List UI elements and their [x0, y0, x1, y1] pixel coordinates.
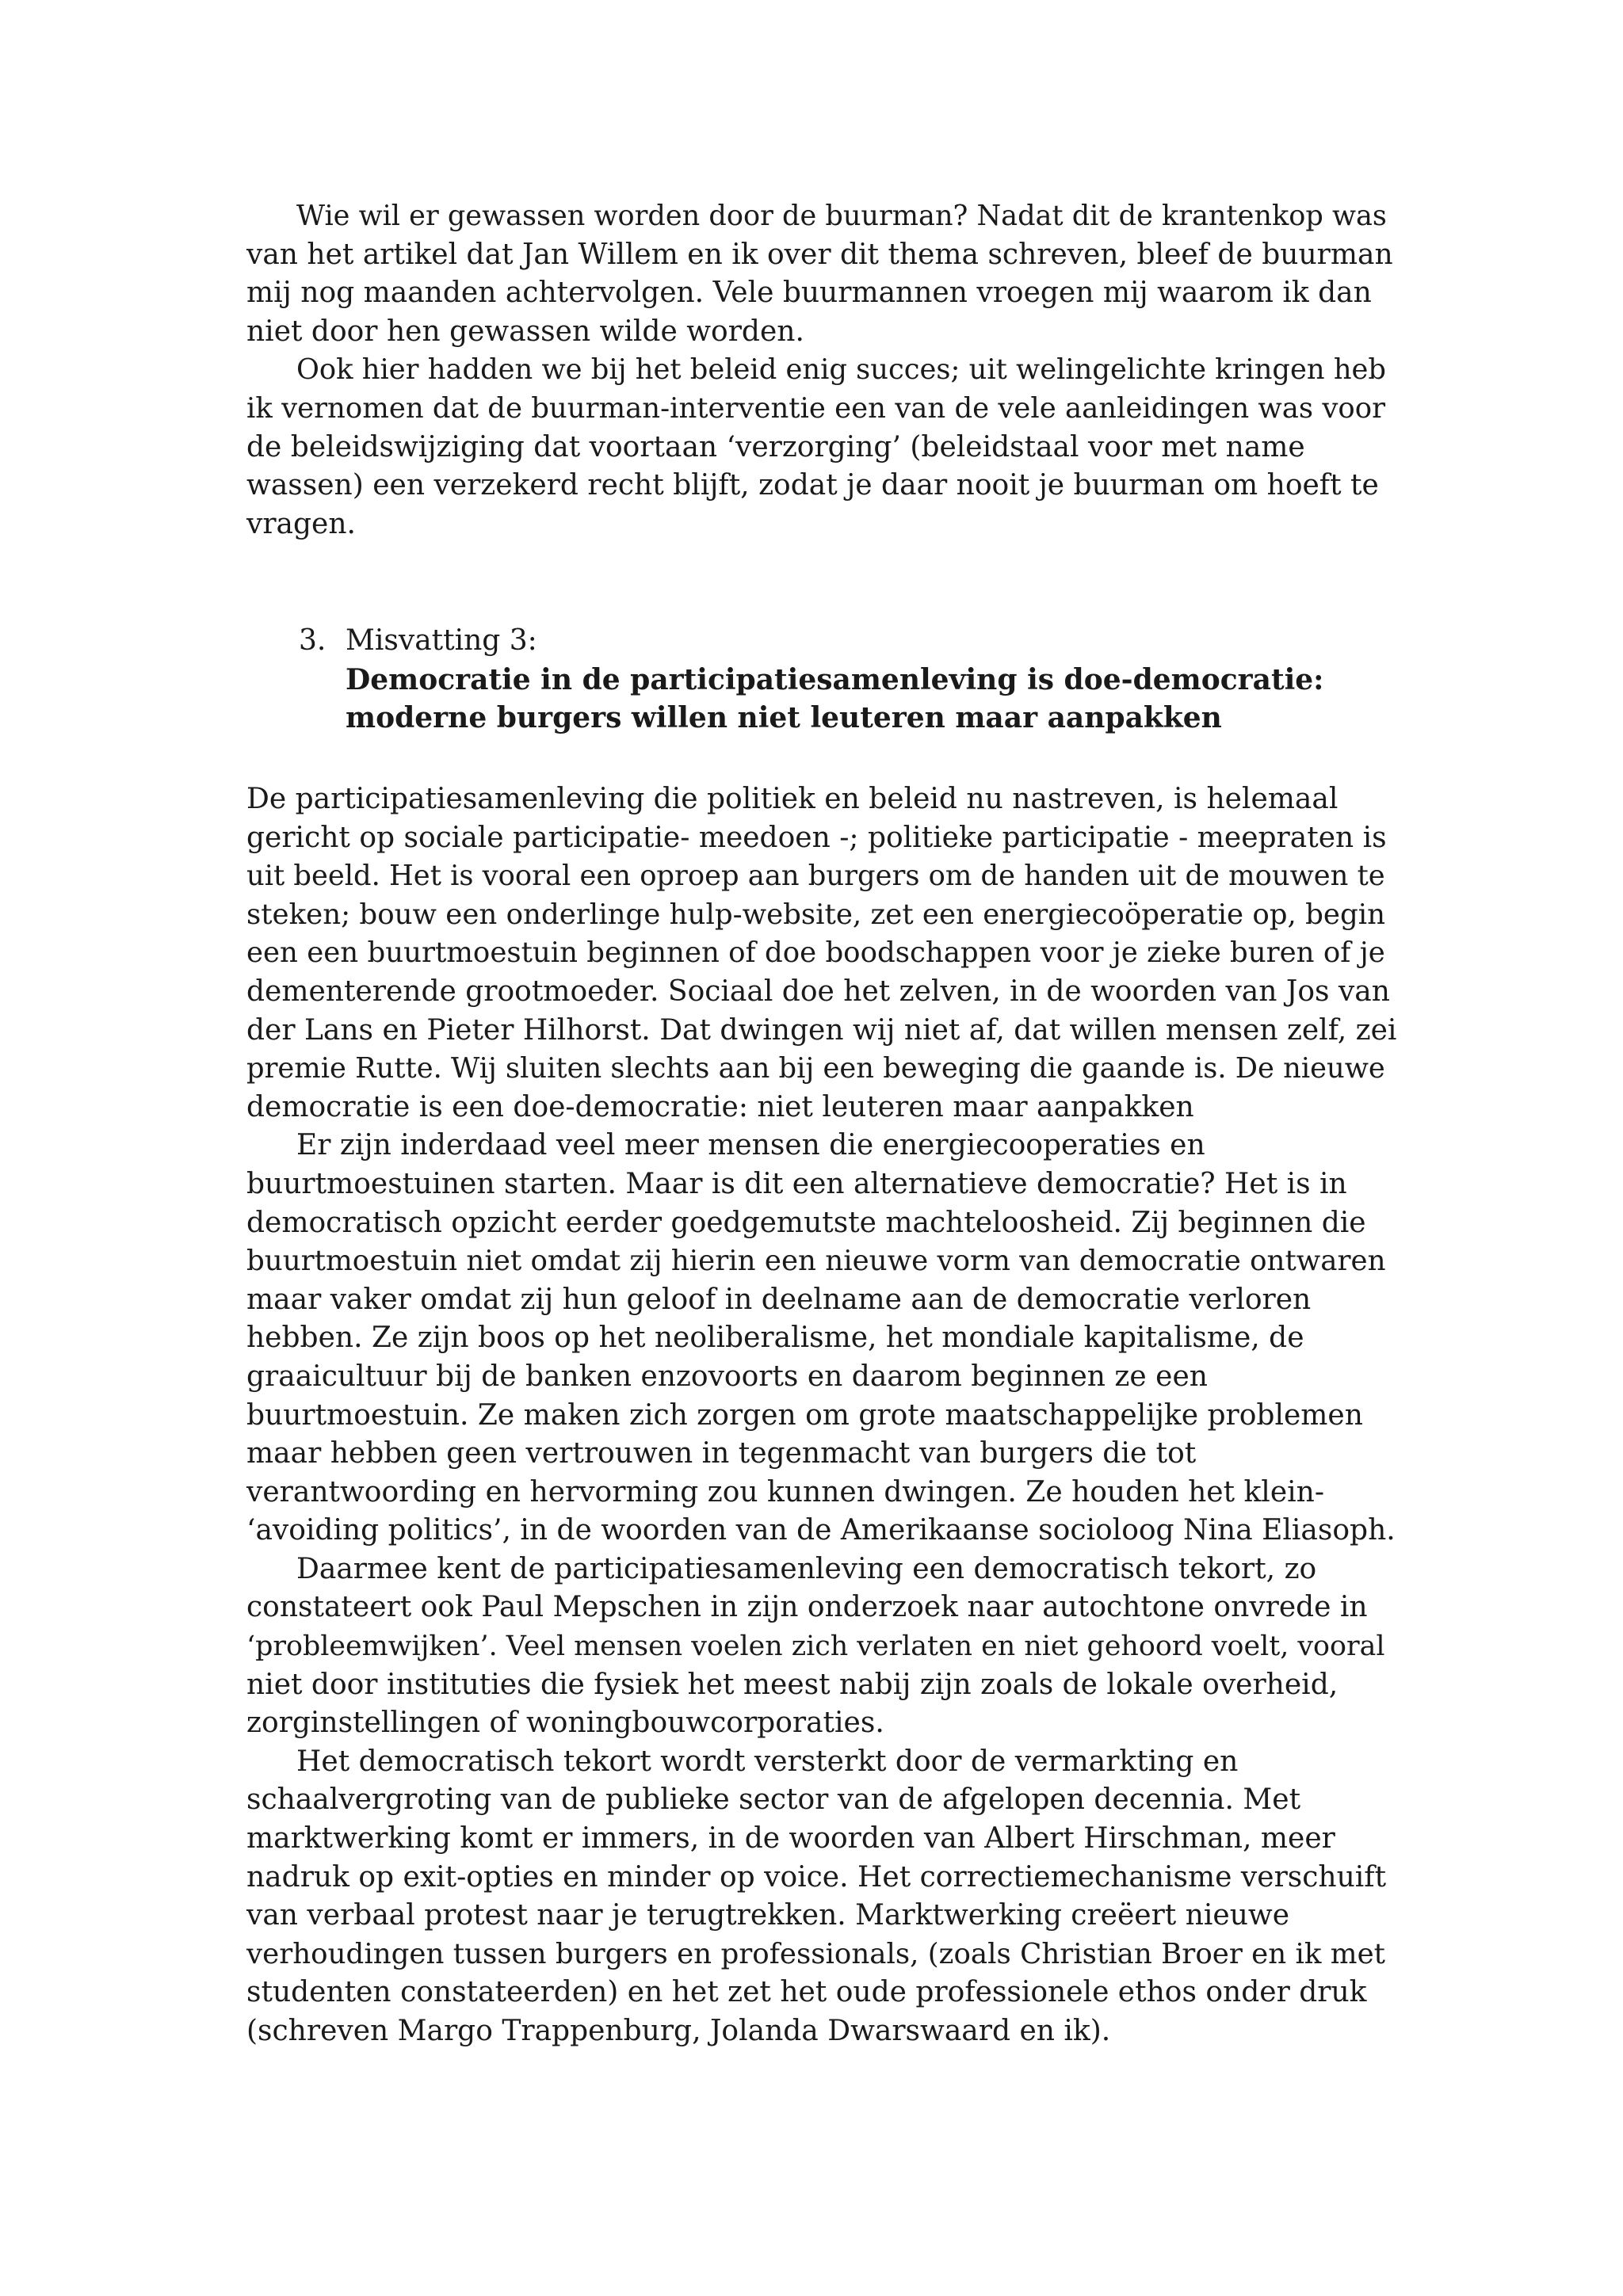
intro-paragraph-2 — [246, 351, 1397, 543]
text-line: der Lans en Pieter Hilhorst. Dat dwingen wij niet af, dat willen mensen zelf, zei — [246, 1013, 1397, 1047]
text-line: schaalvergroting van de publieke sector van de afgelopen decennia. Met — [246, 1783, 1301, 1817]
text-line: steken; bouw een onderlinge hulp-website, zet een energiecoöperatie op, begin — [246, 898, 1386, 931]
text-line: Het democratisch tekort wordt versterkt door de vermarkting en — [296, 1745, 1239, 1778]
text-line: verhoudingen tussen burgers en professionals, (zoals Christian Broer en ik met — [246, 1937, 1385, 1970]
text-line: ik vernomen dat de buurman-interventie een van de vele aanleidingen was voor — [246, 391, 1386, 425]
intro-paragraph-1 — [246, 197, 1397, 351]
text-line: nadruk op exit-opties en minder op voice. Het correctiemechanisme verschuift — [246, 1860, 1387, 1894]
text-line: maar vaker omdat zij hun geloof in deelname aan de democratie verloren — [246, 1283, 1312, 1316]
text-line: verantwoording en hervorming zou kunnen dwingen. Ze houden het klein- — [246, 1475, 1324, 1508]
intro-text — [246, 197, 1397, 543]
section-number: 3. — [299, 624, 327, 657]
body-paragraph-1 — [246, 780, 1397, 1127]
body-paragraph-2 — [246, 1127, 1397, 1550]
text-line: zorginstellingen of woningbouwcorporaties. — [246, 1707, 884, 1740]
text-line: ‘probleemwijken’. Veel mensen voelen zich verlaten en niet gehoord voelt, vooral — [246, 1630, 1385, 1663]
text-line: uit beeld. Het is vooral een oproep aan burgers om de handen uit de mouwen te — [246, 860, 1385, 893]
text-line: maar hebben geen vertrouwen in tegenmacht van burgers die tot — [246, 1437, 1197, 1470]
text-line: Ook hier hadden we bij het beleid enig succes; uit welingelichte kringen heb — [296, 353, 1387, 387]
text-line: hebben. Ze zijn boos op het neoliberalisme, het mondiale kapitalisme, de — [246, 1322, 1304, 1355]
text-line: wassen) een verzekerd recht blijft, zodat je daar nooit je buurman om hoeft te — [246, 469, 1379, 502]
text-line: Daarmee kent de participatiesamenleving een democratisch tekort, zo — [296, 1552, 1317, 1585]
text-line: studenten constateerden) en het zet het oude professionele ethos onder druk — [246, 1976, 1367, 2009]
text-line: buurtmoestuin niet omdat zij hierin een nieuwe vorm van democratie ontwaren — [246, 1245, 1386, 1278]
text-line: premie Rutte. Wij sluiten slechts aan bij een beweging die gaande is. De nieuwe — [246, 1052, 1385, 1085]
section-heading-content — [346, 622, 1323, 738]
text-line: dementerende grootmoeder. Sociaal doe het zelven, in de woorden van Jos van — [246, 974, 1390, 1008]
body-text — [246, 780, 1397, 2051]
text-line: vragen. — [246, 507, 356, 540]
text-line: democratie is een doe-democratie: niet leuteren maar aanpakken — [246, 1090, 1194, 1123]
body-paragraph-3 — [246, 1550, 1397, 1743]
text-line: democratisch opzicht eerder goedgemutste machteloosheid. Zij beginnen die — [246, 1206, 1366, 1239]
text-line: van verbaal protest naar je terugtrekken. Marktwerking creëert nieuwe — [246, 1899, 1290, 1932]
text-line: (schreven Margo Trappenburg, Jolanda Dwarswaard en ik). — [246, 2015, 1111, 2047]
text-line: van het artikel dat Jan Willem en ik over dit thema schreven, bleef de buurman — [246, 238, 1393, 271]
text-line: buurtmoestuin. Ze maken zich zorgen om grote maatschappelijke problemen — [246, 1398, 1363, 1432]
section-heading-line: Democratie in de participatiesamenleving is doe-democratie: — [346, 662, 1324, 696]
text-line: een een buurtmoestuin beginnen of doe boodschappen voor je zieke buren of je — [246, 936, 1385, 970]
text-line: niet door hen gewassen wilde worden. — [246, 315, 804, 348]
text-line: buurtmoestuinen starten. Maar is dit een alternatieve democratie? Het is in — [246, 1167, 1347, 1200]
text-line: gericht op sociale participatie- meedoen -; politieke participatie - meepraten is — [246, 821, 1387, 854]
text-line: Wie wil er gewassen worden door de buurman? Nadat dit de krantenkop was — [296, 200, 1387, 232]
section-label: Misvatting 3: — [346, 624, 537, 657]
text-line: Er zijn inderdaad veel meer mensen die energiecooperaties en — [296, 1129, 1205, 1162]
section-heading-line: moderne burgers willen niet leuteren maar aanpakken — [346, 701, 1222, 735]
text-line: marktwerking komt er immers, in de woorden van Albert Hirschman, meer — [246, 1822, 1335, 1855]
text-line: constateert ook Paul Mepschen in zijn onderzoek naar autochtone onvrede in — [246, 1591, 1368, 1624]
text-line: niet door instituties die fysiek het meest nabij zijn zoals de lokale overheid, — [246, 1668, 1338, 1701]
text-line: ‘avoiding politics’, in de woorden van de Amerikaanse socioloog Nina Eliasoph. — [246, 1514, 1396, 1547]
text-line: de beleidswijziging dat voortaan ‘verzorging’ (beleidstaal voor met name — [246, 430, 1305, 463]
text-line: mij nog maanden achtervolgen. Vele buurmannen vroegen mij waarom ik dan — [246, 277, 1372, 310]
text-line: De participatiesamenleving die politiek en beleid nu nastreven, is helemaal — [246, 783, 1338, 815]
body-paragraph-4 — [246, 1743, 1397, 2051]
text-line: graaicultuur bij de banken enzovoorts en daarom beginnen ze een — [246, 1360, 1208, 1393]
